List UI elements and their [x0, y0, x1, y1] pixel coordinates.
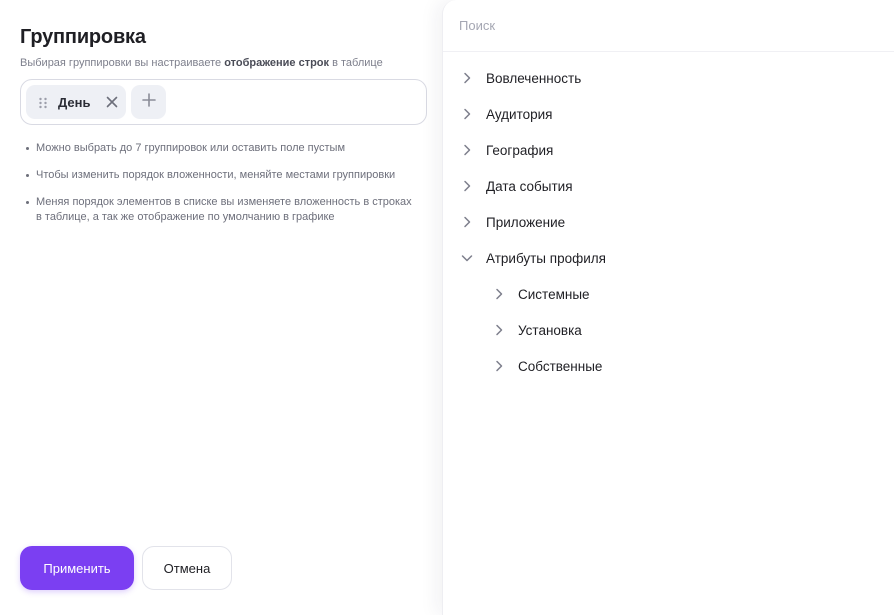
tree-item-profile-attributes[interactable]: [443, 240, 894, 276]
subtitle-bold: отображение строк: [224, 57, 330, 69]
subtitle-prefix: Выбирая группировки вы настраиваете: [20, 57, 225, 69]
tree-item-engagement[interactable]: [443, 60, 894, 96]
chevron-right-icon: [460, 107, 474, 121]
hint-item: Можно выбрать до 7 группировок или оставить поле пустым: [26, 141, 418, 156]
subtitle: [20, 57, 383, 69]
chevron-right-icon: [460, 71, 474, 85]
page-title: Группировка: [20, 26, 146, 48]
divider: [443, 51, 894, 52]
apply-button[interactable]: Применить: [20, 546, 134, 590]
chevron-right-icon: [492, 287, 506, 301]
tree-item-label: Приложение: [486, 214, 566, 230]
tree-item-geography[interactable]: [443, 132, 894, 168]
grouping-panel: [0, 0, 442, 615]
tree-item-custom[interactable]: [443, 348, 894, 384]
plus-icon: [141, 92, 157, 113]
chip-label: День: [58, 94, 91, 110]
tree-item-audience[interactable]: [443, 96, 894, 132]
tree-item-system[interactable]: [443, 276, 894, 312]
grouping-chip-day[interactable]: [26, 85, 126, 119]
tree-item-installation[interactable]: [443, 312, 894, 348]
chevron-right-icon: [492, 359, 506, 373]
tree-item-event-date[interactable]: [443, 168, 894, 204]
tree-item-label: Собственные: [518, 358, 603, 374]
tree-item-label: Системные: [518, 286, 590, 302]
grouping-field[interactable]: [20, 79, 427, 125]
tree-item-application[interactable]: [443, 204, 894, 240]
chevron-right-icon: [460, 215, 474, 229]
tree-item-label: Атрибуты профиля: [486, 250, 606, 266]
close-icon[interactable]: [104, 94, 120, 110]
hint-item: Меняя порядок элементов в списке вы изменяете вложенность в строках в таблице, а так же отображение по умолчанию в графике: [26, 195, 418, 225]
hint-item: Чтобы изменить порядок вложенности, меняйте местами группировки: [26, 168, 418, 183]
chevron-right-icon: [460, 143, 474, 157]
tree-item-label: Дата события: [486, 178, 573, 194]
subtitle-suffix: в таблице: [329, 57, 383, 69]
tree-item-label: Аудитория: [486, 106, 553, 122]
dimension-tree: [443, 60, 894, 384]
tree-item-label: Установка: [518, 322, 582, 338]
chevron-down-icon: [460, 251, 474, 265]
chevron-right-icon: [460, 179, 474, 193]
chevron-right-icon: [492, 323, 506, 337]
search-input[interactable]: [459, 12, 879, 38]
drag-handle-icon[interactable]: [38, 96, 48, 108]
tree-item-label: Вовлеченность: [486, 70, 582, 86]
add-grouping-button[interactable]: [131, 85, 166, 119]
dimension-picker: [442, 0, 894, 615]
cancel-button[interactable]: Отмена: [142, 546, 232, 590]
hints-list: [26, 141, 418, 237]
tree-item-label: География: [486, 142, 554, 158]
